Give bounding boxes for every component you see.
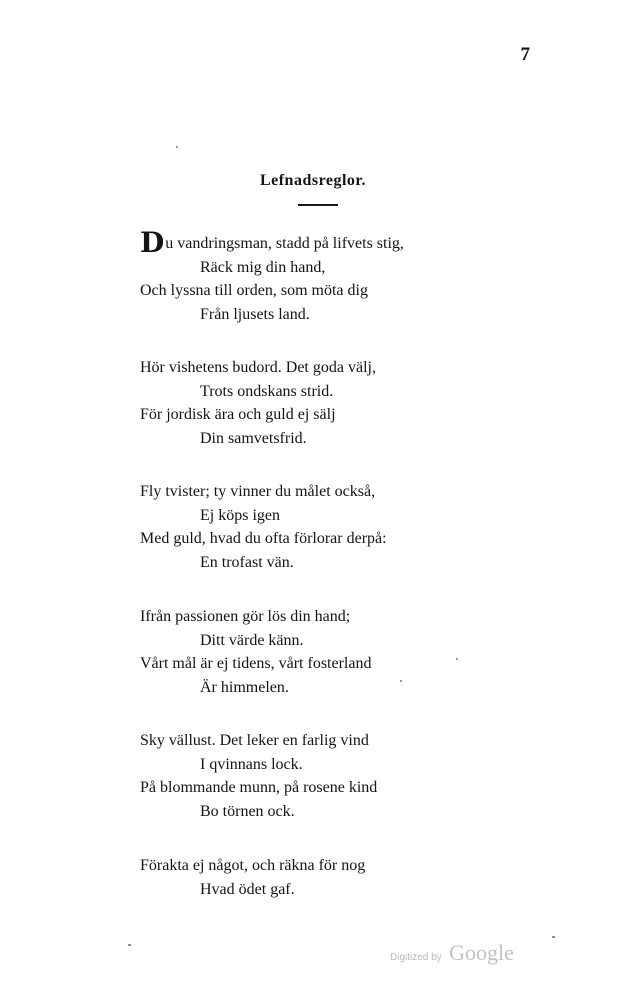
poem-line: Hör vishetens budord. Det goda välj, (140, 359, 376, 376)
digitization-watermark (390, 940, 514, 966)
paper-speck (552, 936, 555, 938)
paper-speck (128, 944, 131, 946)
poem-line: Fly tvister; ty vinner du målet också, (140, 483, 376, 500)
poem-line: Och lyssna till orden, som möta dig (140, 282, 368, 299)
paper-speck (400, 680, 402, 682)
poem-title: Lefnadsreglor. (259, 172, 367, 189)
title-rule (298, 204, 338, 206)
stanza-3 (140, 480, 470, 574)
stanza-1 (140, 226, 470, 326)
poem-body (140, 226, 470, 901)
poem-line: I qvinnans lock. (200, 755, 303, 773)
poem-line: Ifrån passionen gör lös din hand; (140, 608, 351, 625)
poem-line: Räck mig din hand, (200, 258, 326, 276)
poem-line: På blommande munn, på rosene kind (140, 779, 378, 796)
poem-line: Från ljusets land. (200, 305, 310, 323)
poem-line: Du vandringsman, stadd på lifvets stig, (140, 226, 404, 259)
poem-line: Din samvetsfrid. (200, 429, 307, 447)
stanza-6 (140, 854, 470, 901)
poem-line: Är himmelen. (200, 678, 289, 696)
poem-line: Ej köps igen (200, 506, 280, 524)
poem-line: Sky vällust. Det leker en farlig vind (140, 732, 369, 749)
poem-line: En trofast vän. (200, 553, 294, 571)
drop-cap: D (140, 226, 165, 259)
poem-line: Med guld, hvad du ofta förlorar derpå: (140, 530, 387, 547)
page-number: 7 (520, 44, 530, 65)
poem-line: Förakta ej något, och räkna för nog (140, 857, 366, 874)
poem-line: För jordisk ära och guld ej sälj (140, 406, 336, 423)
paper-speck (176, 146, 178, 148)
paper-speck (456, 658, 458, 660)
poem-line: Trots ondskans strid. (200, 382, 334, 400)
watermark-prefix: Digitized by (390, 952, 442, 963)
stanza-5 (140, 729, 470, 823)
google-logo: Google (449, 940, 514, 965)
poem-line: Ditt värde känn. (200, 631, 304, 649)
stanza-4 (140, 605, 470, 699)
stanza-2 (140, 356, 470, 450)
poem-line: Hvad ödet gaf. (200, 880, 295, 898)
poem-line: Vårt mål är ej tidens, vårt fosterland (140, 655, 372, 672)
poem-line: Bo törnen ock. (200, 802, 295, 820)
